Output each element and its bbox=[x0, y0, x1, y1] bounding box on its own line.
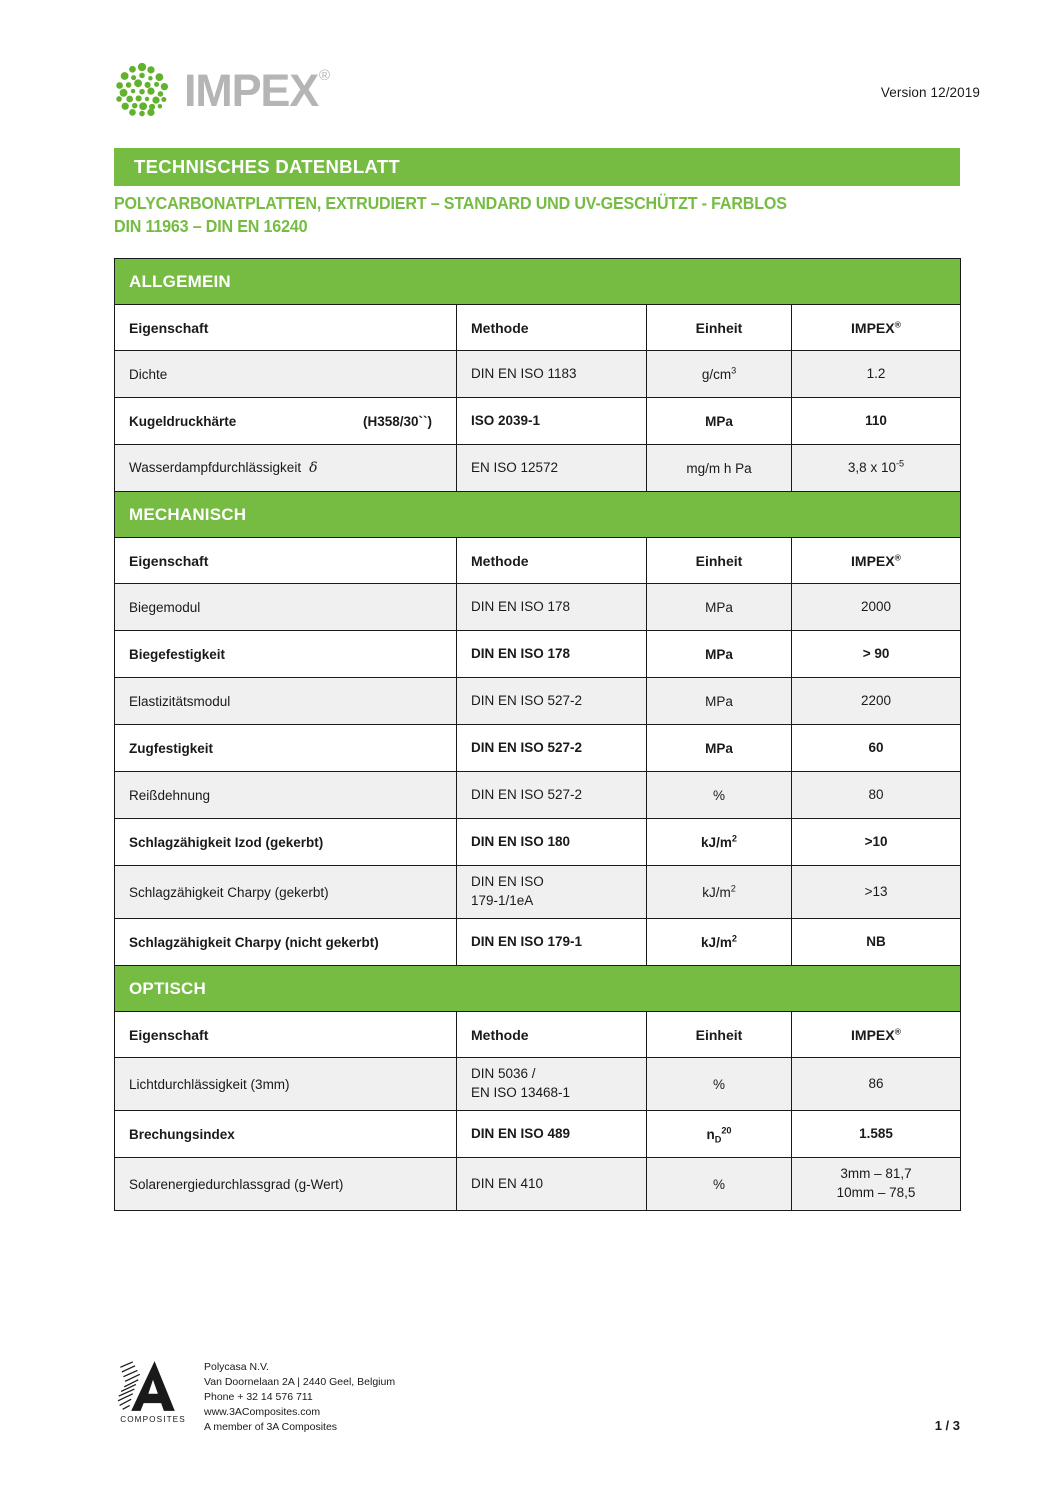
cell-value bbox=[792, 445, 961, 492]
column-header-property: Eigenschaft bbox=[115, 538, 457, 584]
property-name: Zugfestigkeit bbox=[129, 740, 214, 756]
cell-method: DIN EN ISO 178 bbox=[457, 631, 647, 678]
cell-unit bbox=[647, 1058, 792, 1111]
footer-membership: A member of 3A Composites bbox=[204, 1420, 338, 1433]
cell-value bbox=[792, 351, 961, 398]
cell-unit bbox=[647, 678, 792, 725]
cell-unit bbox=[647, 1111, 792, 1158]
cell-value bbox=[792, 1111, 961, 1158]
unit-text: g/cm bbox=[701, 366, 732, 382]
property-name: Brechungsindex bbox=[129, 1126, 235, 1142]
footer-company-name: Polycasa N.V. bbox=[204, 1361, 269, 1373]
subtitle-line-2: DIN 11963 – DIN EN 16240 bbox=[114, 216, 308, 237]
cell-method: DIN EN ISO 489 bbox=[457, 1111, 647, 1158]
table-row bbox=[115, 631, 961, 678]
property-suffix: (H358/30``) bbox=[362, 413, 432, 429]
delta-symbol: δ bbox=[309, 460, 318, 476]
table-section-header bbox=[115, 492, 961, 538]
table-row bbox=[115, 1111, 961, 1158]
cell-value bbox=[792, 398, 961, 445]
impex-wordmark bbox=[184, 64, 329, 116]
cell-property bbox=[115, 1111, 457, 1158]
table-row bbox=[115, 725, 961, 772]
cell-value bbox=[792, 1058, 961, 1111]
cell-value bbox=[792, 1158, 961, 1211]
cell-property bbox=[115, 584, 457, 631]
unit-text: kJ/m bbox=[701, 834, 732, 850]
value-text: NB bbox=[866, 933, 886, 949]
cell-method: DIN EN ISO 527-2 bbox=[457, 678, 647, 725]
value-text: > 90 bbox=[862, 645, 890, 661]
unit-text: % bbox=[712, 1076, 725, 1092]
table-row bbox=[115, 1158, 961, 1211]
value-text: 3,8 x 10 bbox=[847, 459, 896, 475]
cell-unit bbox=[647, 351, 792, 398]
cell-property bbox=[115, 819, 457, 866]
value-text: >10 bbox=[864, 833, 888, 849]
value-text: 2000 bbox=[861, 598, 892, 614]
cell-value bbox=[792, 678, 961, 725]
property-name: Dichte bbox=[129, 366, 168, 382]
cell-unit bbox=[647, 584, 792, 631]
cell-method: DIN 5036 / EN ISO 13468-1 bbox=[457, 1058, 647, 1111]
section-title: OPTISCH bbox=[115, 966, 961, 1012]
column-header-unit: Einheit bbox=[647, 1012, 792, 1058]
column-header-unit: Einheit bbox=[647, 305, 792, 351]
table-row bbox=[115, 445, 961, 492]
unit-superscript: 2 bbox=[731, 933, 737, 943]
unit-text: mg/m h Pa bbox=[686, 460, 752, 476]
cell-unit bbox=[647, 445, 792, 492]
table-row bbox=[115, 398, 961, 445]
value-text: 60 bbox=[868, 739, 884, 755]
cell-property bbox=[115, 631, 457, 678]
impex-wordmark-text: IMPEX bbox=[184, 64, 319, 116]
footer-phone: Phone + 32 14 576 711 bbox=[204, 1390, 313, 1403]
property-name: Schlagzähigkeit Izod (gekerbt) bbox=[129, 834, 324, 850]
table-section-header bbox=[115, 966, 961, 1012]
table-column-header-row bbox=[115, 305, 961, 351]
value-text: 86 bbox=[868, 1075, 884, 1091]
banner-title: TECHNISCHES DATENBLATT bbox=[134, 156, 400, 177]
unit-text: kJ/m bbox=[701, 934, 732, 950]
cell-method: DIN EN ISO 179-1/1eA bbox=[457, 866, 647, 919]
cell-property bbox=[115, 866, 457, 919]
column-header-value: IMPEX® bbox=[792, 305, 961, 351]
column-header-method: Methode bbox=[457, 538, 647, 584]
footer-street-city: Van Doornelaan 2A | 2440 Geel, Belgium bbox=[204, 1375, 396, 1388]
unit-text: MPa bbox=[705, 740, 733, 756]
unit-text: % bbox=[712, 787, 725, 803]
cell-unit bbox=[647, 919, 792, 966]
column-header-value: IMPEX® bbox=[792, 538, 961, 584]
cell-unit bbox=[647, 1158, 792, 1211]
cell-method: DIN EN 410 bbox=[457, 1158, 647, 1211]
version-label: Version 12/2019 bbox=[880, 85, 980, 100]
cell-value bbox=[792, 772, 961, 819]
unit-text: MPa bbox=[705, 693, 733, 709]
3a-composites-logo bbox=[114, 1358, 192, 1424]
value-text: 1.2 bbox=[866, 365, 886, 381]
property-name: Biegemodul bbox=[129, 599, 201, 615]
table-row bbox=[115, 866, 961, 919]
unit-subscript: D bbox=[714, 1134, 722, 1145]
cell-method: EN ISO 12572 bbox=[457, 445, 647, 492]
cell-method: DIN EN ISO 180 bbox=[457, 819, 647, 866]
unit-text: n bbox=[706, 1126, 715, 1142]
unit-text: MPa bbox=[705, 413, 733, 429]
value-text: 80 bbox=[868, 786, 884, 802]
property-name: Lichtdurchlässigkeit (3mm) bbox=[129, 1076, 290, 1092]
footer-address bbox=[204, 1358, 395, 1435]
cell-value bbox=[792, 725, 961, 772]
footer-website[interactable]: www.3AComposites.com bbox=[204, 1405, 321, 1418]
column-header-method: Methode bbox=[457, 305, 647, 351]
3a-composites-mark-icon bbox=[114, 1358, 192, 1414]
cell-property bbox=[115, 725, 457, 772]
cell-unit bbox=[647, 725, 792, 772]
cell-method: ISO 2039-1 bbox=[457, 398, 647, 445]
value-text: 1.585 bbox=[859, 1125, 893, 1141]
cell-property bbox=[115, 1158, 457, 1211]
3a-composites-wordmark: COMPOSITES bbox=[120, 1415, 186, 1424]
value-superscript: -5 bbox=[895, 458, 905, 469]
section-title: ALLGEMEIN bbox=[115, 259, 961, 305]
unit-text: kJ/m bbox=[702, 884, 731, 900]
cell-unit bbox=[647, 866, 792, 919]
table-row bbox=[115, 584, 961, 631]
property-name: Biegefestigkeit bbox=[129, 646, 226, 662]
cell-unit bbox=[647, 819, 792, 866]
banner-title-bar bbox=[114, 148, 960, 186]
document-subtitle bbox=[114, 192, 905, 238]
unit-superscript: 3 bbox=[731, 365, 737, 375]
unit-text: MPa bbox=[705, 599, 733, 615]
cell-unit bbox=[647, 398, 792, 445]
page-header bbox=[114, 60, 980, 130]
property-name: Schlagzähigkeit Charpy (gekerbt) bbox=[129, 884, 329, 900]
table-row bbox=[115, 1058, 961, 1111]
cell-property bbox=[115, 398, 457, 445]
specification-table bbox=[114, 258, 961, 1211]
unit-superscript: 2 bbox=[730, 883, 736, 893]
cell-method: DIN EN ISO 527-2 bbox=[457, 725, 647, 772]
registered-mark: ® bbox=[319, 66, 329, 84]
property-name: Reißdehnung bbox=[129, 787, 211, 803]
property-name: Elastizitätsmodul bbox=[129, 693, 231, 709]
impex-logo bbox=[114, 62, 328, 118]
table-row bbox=[115, 772, 961, 819]
table-row bbox=[115, 351, 961, 398]
cell-value bbox=[792, 819, 961, 866]
cell-value bbox=[792, 631, 961, 678]
cell-property bbox=[115, 351, 457, 398]
table-row bbox=[115, 919, 961, 966]
value-text: >13 bbox=[864, 883, 888, 899]
column-header-property: Eigenschaft bbox=[115, 305, 457, 351]
value-text: 2200 bbox=[861, 692, 892, 708]
table-column-header-row bbox=[115, 1012, 961, 1058]
table-section-header bbox=[115, 259, 961, 305]
footer-company-block bbox=[114, 1358, 395, 1435]
table-row bbox=[115, 678, 961, 725]
property-name: Solarenergiedurchlassgrad (g-Wert) bbox=[129, 1176, 344, 1192]
subtitle-line-1: POLYCARBONATPLATTEN, EXTRUDIERT – STANDARD UND UV-GESCHÜTZT - FARBLOS bbox=[114, 193, 787, 213]
unit-superscript: 20 bbox=[721, 1125, 732, 1135]
cell-property bbox=[115, 1058, 457, 1111]
unit-text: MPa bbox=[705, 646, 733, 662]
property-name: Kugeldruckhärte bbox=[129, 413, 237, 429]
property-name: Wasserdampfdurchlässigkeit bbox=[129, 460, 302, 475]
page-footer bbox=[114, 1358, 960, 1435]
value-text: 3mm – 81,7 10mm – 78,5 bbox=[836, 1166, 916, 1200]
impex-dot-cluster-icon bbox=[114, 62, 170, 118]
cell-value bbox=[792, 866, 961, 919]
cell-method: DIN EN ISO 527-2 bbox=[457, 772, 647, 819]
cell-method: DIN EN ISO 1183 bbox=[457, 351, 647, 398]
value-text: 110 bbox=[865, 412, 887, 428]
section-title: MECHANISCH bbox=[115, 492, 961, 538]
cell-method: DIN EN ISO 179-1 bbox=[457, 919, 647, 966]
column-header-method: Methode bbox=[457, 1012, 647, 1058]
cell-property bbox=[115, 919, 457, 966]
unit-text: % bbox=[712, 1176, 725, 1192]
column-header-unit: Einheit bbox=[647, 538, 792, 584]
cell-value bbox=[792, 919, 961, 966]
cell-method: DIN EN ISO 178 bbox=[457, 584, 647, 631]
cell-unit bbox=[647, 631, 792, 678]
cell-property bbox=[115, 678, 457, 725]
page-number: 1 / 3 bbox=[934, 1417, 960, 1433]
cell-property bbox=[115, 445, 457, 492]
cell-property bbox=[115, 772, 457, 819]
table-row bbox=[115, 819, 961, 866]
table-column-header-row bbox=[115, 538, 961, 584]
specification-table-body bbox=[115, 259, 961, 1211]
unit-superscript: 2 bbox=[731, 833, 737, 843]
property-name: Schlagzähigkeit Charpy (nicht gekerbt) bbox=[129, 934, 379, 950]
column-header-property: Eigenschaft bbox=[115, 1012, 457, 1058]
cell-value bbox=[792, 584, 961, 631]
cell-unit bbox=[647, 772, 792, 819]
column-header-value: IMPEX® bbox=[792, 1012, 961, 1058]
